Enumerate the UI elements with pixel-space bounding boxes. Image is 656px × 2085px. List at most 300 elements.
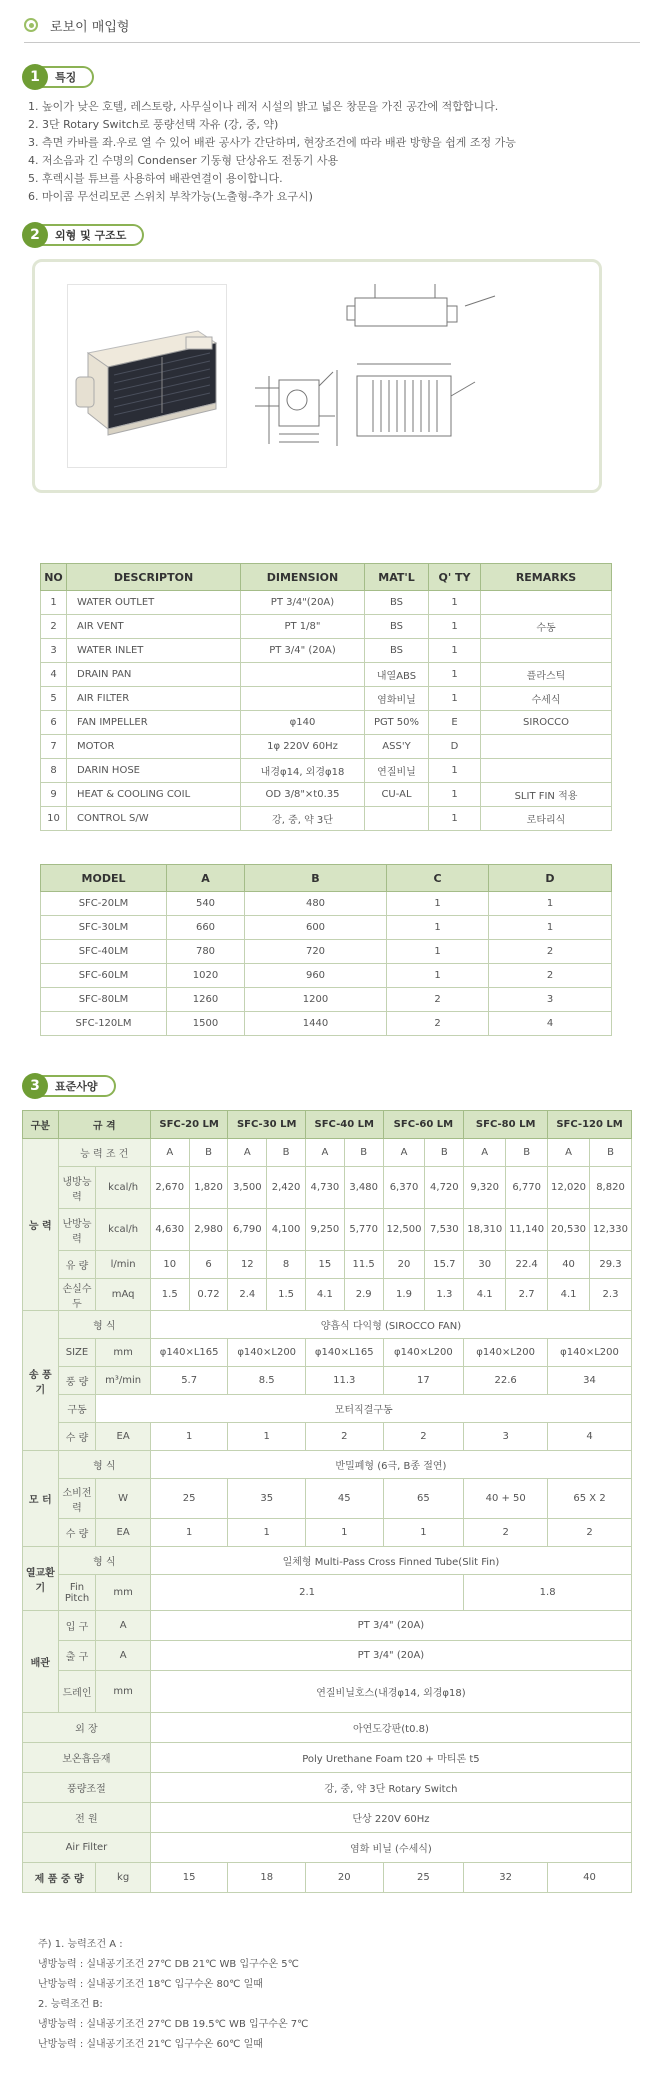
table-cell (241, 663, 365, 687)
table-row (41, 916, 612, 940)
table-cell: PT 3/4" (20A) (150, 1641, 631, 1671)
table-cell: 3 (41, 639, 67, 663)
table-cell: 1440 (245, 1012, 387, 1036)
table-row (41, 964, 612, 988)
section-label: 표준사양 (35, 1075, 116, 1097)
note-line: 난방능력 : 실내공기조건 21℃ 입구수온 60℃ 일때 (38, 2039, 263, 2050)
table-row (23, 1641, 632, 1671)
table-cell: 4.1 (464, 1279, 506, 1311)
table-cell: A (548, 1139, 590, 1167)
spec-label: 구동 (58, 1395, 96, 1423)
parts-table-body (41, 591, 612, 831)
table-cell: A (464, 1139, 506, 1167)
table-cell: 4 (489, 1012, 612, 1036)
unit-label: mm (96, 1671, 151, 1713)
table-cell: 6,370 (383, 1167, 425, 1209)
table-cell: 30 (464, 1251, 506, 1279)
fan-coil-unit-icon (68, 285, 226, 467)
table-cell: φ140×L165 (305, 1339, 383, 1367)
table-cell: 1 (150, 1519, 228, 1547)
product-photo (67, 284, 227, 468)
table-cell: 12,500 (383, 1209, 425, 1251)
table-cell: 25 (150, 1479, 228, 1519)
table-row (41, 711, 612, 735)
unit-label: mm (96, 1339, 151, 1367)
table-cell: HEAT & COOLING COIL (67, 783, 241, 807)
table-cell: 1.8 (464, 1575, 632, 1611)
unit-label: m³/min (96, 1367, 151, 1395)
table-cell: B (425, 1139, 464, 1167)
table-cell: 11,140 (506, 1209, 548, 1251)
table-cell: AIR VENT (67, 615, 241, 639)
table-row (23, 1479, 632, 1519)
table-cell: PGT 50% (365, 711, 429, 735)
column-header: DESCRIPTON (67, 564, 241, 591)
section-number: 2 (22, 222, 48, 248)
table-cell: SFC-40LM (41, 940, 167, 964)
table-cell: 1 (429, 615, 481, 639)
product-diagram-panel (32, 259, 602, 493)
spec-label: 난방능력 (58, 1209, 96, 1251)
table-cell: 수세식 (481, 687, 612, 711)
table-cell: 1 (387, 916, 489, 940)
table-cell: φ140 (241, 711, 365, 735)
table-cell: 2,670 (150, 1167, 189, 1209)
spec-label: 유 량 (58, 1251, 96, 1279)
group-label: 송 풍 기 (23, 1311, 59, 1451)
table-cell: 1 (383, 1519, 464, 1547)
spec-label: 냉방능력 (58, 1167, 96, 1209)
table-row (23, 1395, 632, 1423)
table-cell: 1 (489, 892, 612, 916)
table-cell: φ140×L200 (548, 1339, 632, 1367)
table-cell: 17 (383, 1367, 464, 1395)
table-cell: 4,720 (425, 1167, 464, 1209)
table-cell: 1 (387, 892, 489, 916)
spec-label: 풍 량 (58, 1367, 96, 1395)
table-cell: 1 (429, 759, 481, 783)
table-cell: 18,310 (464, 1209, 506, 1251)
page-title: 로보이 매입형 (50, 19, 130, 35)
table-cell: 강, 중, 약 3단 Rotary Switch (150, 1773, 631, 1803)
table-cell: 1.5 (267, 1279, 306, 1311)
table-row (23, 1339, 632, 1367)
table-cell: SFC-30LM (41, 916, 167, 940)
table-cell: B (344, 1139, 383, 1167)
table-row (23, 1803, 632, 1833)
column-header: MAT'L (365, 564, 429, 591)
table-cell: Poly Urethane Foam t20 + 마티론 t5 (150, 1743, 631, 1773)
table-row (23, 1423, 632, 1451)
parts-table (40, 563, 612, 831)
table-cell: 단상 220V 60Hz (150, 1803, 631, 1833)
unit-label: A (96, 1641, 151, 1671)
table-cell: 1,820 (189, 1167, 228, 1209)
group-label: 배관 (23, 1611, 59, 1713)
table-row (23, 1773, 632, 1803)
table-cell: BS (365, 591, 429, 615)
spec-label: 풍량조절 (23, 1773, 151, 1803)
table-cell (481, 591, 612, 615)
feature-item: 6. 마이콤 무선리모콘 스위치 부착가능(노출형-추가 요구시) (28, 190, 313, 203)
table-row (23, 1311, 632, 1339)
table-row (41, 783, 612, 807)
table-cell: 1 (489, 916, 612, 940)
spec-label: 수 량 (58, 1519, 96, 1547)
table-cell: 20,530 (548, 1209, 590, 1251)
table-cell: 2.4 (228, 1279, 267, 1311)
table-cell: SIROCCO (481, 711, 612, 735)
table-cell: 12,020 (548, 1167, 590, 1209)
table-cell: 11.3 (305, 1367, 383, 1395)
table-cell: SLIT FIN 적용 (481, 783, 612, 807)
bullet-circle-icon (24, 18, 38, 32)
model-header: SFC-80 LM (464, 1111, 548, 1139)
column-header: D (489, 865, 612, 892)
table-cell: 1 (228, 1423, 306, 1451)
table-cell: 양흡식 다익형 (SIROCCO FAN) (150, 1311, 631, 1339)
table-cell (365, 807, 429, 831)
column-header: B (245, 865, 387, 892)
table-cell: 6,790 (228, 1209, 267, 1251)
table-row (23, 1863, 632, 1893)
table-cell: A (305, 1139, 344, 1167)
table-row (41, 892, 612, 916)
table-row (23, 1167, 632, 1209)
table-cell: 2 (383, 1423, 464, 1451)
table-cell: 수동 (481, 615, 612, 639)
table-cell: ASS'Y (365, 735, 429, 759)
table-cell: DARIN HOSE (67, 759, 241, 783)
table-cell: 18 (228, 1863, 306, 1893)
table-cell: 1 (429, 807, 481, 831)
unit-label: kcal/h (96, 1209, 151, 1251)
table-cell: 염화비닐 (365, 687, 429, 711)
section-number: 3 (22, 1073, 48, 1099)
unit-label: l/min (96, 1251, 151, 1279)
table-cell: 6 (189, 1251, 228, 1279)
spec-label: 형 식 (58, 1311, 150, 1339)
table-cell: SFC-120LM (41, 1012, 167, 1036)
table-cell (481, 759, 612, 783)
feature-item: 3. 측면 카바를 좌.우로 열 수 있어 배관 공사가 간단하며, 현장조건에 따라 배관 방향을 쉽게 조정 가능 (28, 136, 516, 149)
table-cell: 6,770 (506, 1167, 548, 1209)
table-cell: 10 (41, 807, 67, 831)
table-cell: 3 (489, 988, 612, 1012)
column-header: C (387, 865, 489, 892)
table-cell: 29.3 (590, 1251, 632, 1279)
group-header: 구분 (23, 1111, 59, 1139)
table-cell: 1.3 (425, 1279, 464, 1311)
table-cell: 40 + 50 (464, 1479, 548, 1519)
table-cell: 15 (150, 1863, 228, 1893)
table-row (23, 1743, 632, 1773)
table-cell: B (506, 1139, 548, 1167)
table-row (23, 1713, 632, 1743)
table-row (23, 1139, 632, 1167)
table-row (41, 1012, 612, 1036)
unit-label: EA (96, 1423, 151, 1451)
table-cell: BS (365, 639, 429, 663)
spec-label: 형 식 (58, 1451, 150, 1479)
table-row (41, 940, 612, 964)
table-cell: 3,500 (228, 1167, 267, 1209)
table-cell: SFC-60LM (41, 964, 167, 988)
table-cell: 2.3 (590, 1279, 632, 1311)
table-cell (481, 639, 612, 663)
table-cell: 780 (167, 940, 245, 964)
table-cell: 2 (387, 988, 489, 1012)
note-line: 난방능력 : 실내공기조건 18℃ 입구수온 80℃ 일때 (38, 1979, 263, 1990)
table-cell: 1 (387, 940, 489, 964)
note-line: 냉방능력 : 실내공기조건 27℃ DB 19.5℃ WB 입구수온 7℃ (38, 2019, 309, 2030)
table-cell: 540 (167, 892, 245, 916)
table-cell: 2 (489, 940, 612, 964)
table-cell: 480 (245, 892, 387, 916)
table-cell: 35 (228, 1479, 306, 1519)
table-cell: 2.7 (506, 1279, 548, 1311)
table-cell: 4.1 (548, 1279, 590, 1311)
table-cell: 600 (245, 916, 387, 940)
feature-list (28, 98, 628, 206)
spec-label: 능 력 조 건 (58, 1139, 150, 1167)
column-header: Q' TY (429, 564, 481, 591)
table-row (23, 1611, 632, 1641)
table-cell: 15.7 (425, 1251, 464, 1279)
table-row (23, 1547, 632, 1575)
model-header: SFC-40 LM (305, 1111, 383, 1139)
table-cell: 2 (464, 1519, 548, 1547)
table-cell: CU-AL (365, 783, 429, 807)
table-cell: 4,630 (150, 1209, 189, 1251)
table-cell: A (150, 1139, 189, 1167)
table-cell: WATER INLET (67, 639, 241, 663)
table-cell: 8 (267, 1251, 306, 1279)
table-row (23, 1209, 632, 1251)
section-label: 특징 (35, 66, 94, 88)
model-header: SFC-120 LM (548, 1111, 632, 1139)
feature-item: 5. 후렉시블 튜브를 사용하여 배관연결이 용이합니다. (28, 172, 283, 185)
table-cell: 4 (41, 663, 67, 687)
table-cell: PT 3/4" (20A) (150, 1611, 631, 1641)
table-cell: 모터직결구동 (96, 1395, 632, 1423)
spec-label: 입 구 (58, 1611, 96, 1641)
table-cell: 2 (41, 615, 67, 639)
table-cell: 32 (464, 1863, 548, 1893)
parts-header-row (41, 564, 612, 591)
table-cell: 2,980 (189, 1209, 228, 1251)
table-cell: 3,480 (344, 1167, 383, 1209)
table-cell: MOTOR (67, 735, 241, 759)
section-label: 외형 및 구조도 (35, 224, 144, 246)
table-row (41, 735, 612, 759)
unit-label: A (96, 1611, 151, 1641)
group-label: 능 력 (23, 1139, 59, 1311)
feature-item: 4. 저소음과 긴 수명의 Condenser 기동형 단상유도 전동기 사용 (28, 154, 339, 167)
table-cell: 25 (383, 1863, 464, 1893)
table-cell: 플라스틱 (481, 663, 612, 687)
unit-label: kg (96, 1863, 151, 1893)
table-cell: 11.5 (344, 1251, 383, 1279)
table-cell: 2.1 (150, 1575, 463, 1611)
table-cell: SFC-80LM (41, 988, 167, 1012)
table-cell: E (429, 711, 481, 735)
spec-label: SIZE (58, 1339, 96, 1367)
model-header: SFC-60 LM (383, 1111, 464, 1139)
section-header-spec (22, 1073, 116, 1099)
unit-label: W (96, 1479, 151, 1519)
table-cell: 40 (548, 1251, 590, 1279)
table-cell: 0.72 (189, 1279, 228, 1311)
column-header: MODEL (41, 865, 167, 892)
spec-label: 출 구 (58, 1641, 96, 1671)
table-cell: 2,420 (267, 1167, 306, 1209)
table-cell: PT 3/4" (20A) (241, 639, 365, 663)
table-cell: 4.1 (305, 1279, 344, 1311)
table-cell: WATER OUTLET (67, 591, 241, 615)
table-row (41, 759, 612, 783)
spec-notes (38, 1935, 638, 2055)
spec-label: 손실수두 (58, 1279, 96, 1311)
spec-label: 드레인 (58, 1671, 96, 1713)
table-cell: 1 (429, 783, 481, 807)
table-cell: 8 (41, 759, 67, 783)
page-header (24, 14, 129, 36)
table-row (23, 1279, 632, 1311)
spec-label: 보온흡음재 (23, 1743, 151, 1773)
table-cell: 반밀폐형 (6극, B종 절연) (150, 1451, 631, 1479)
spec-label: Fin Pitch (58, 1575, 96, 1611)
table-cell: 15 (305, 1251, 344, 1279)
table-cell: AIR FILTER (67, 687, 241, 711)
section-header-structure (22, 222, 144, 248)
table-cell: φ140×L200 (228, 1339, 306, 1367)
table-cell: 9,320 (464, 1167, 506, 1209)
table-cell: 5,770 (344, 1209, 383, 1251)
table-cell: FAN IMPELLER (67, 711, 241, 735)
table-cell: 1020 (167, 964, 245, 988)
table-row (23, 1251, 632, 1279)
table-cell: OD 3/8"×t0.35 (241, 783, 365, 807)
table-cell: BS (365, 615, 429, 639)
note-line: 주) 1. 능력조건 A : (38, 1939, 123, 1950)
column-header: REMARKS (481, 564, 612, 591)
table-cell: 연질비닐호스(내경φ14, 외경φ18) (150, 1671, 631, 1713)
table-cell: 로타리식 (481, 807, 612, 831)
table-row (23, 1833, 632, 1863)
title-divider (24, 42, 640, 43)
feature-item: 1. 높이가 낮은 호텔, 레스토랑, 사무실이나 레저 시설의 밝고 넓은 창문을 가진 공간에 적합합니다. (28, 100, 499, 113)
column-header: NO (41, 564, 67, 591)
spec-header-row (23, 1111, 632, 1139)
table-row (41, 591, 612, 615)
table-cell: 2 (387, 1012, 489, 1036)
model-table-body (41, 892, 612, 1036)
table-row (23, 1519, 632, 1547)
table-cell: 2 (305, 1423, 383, 1451)
table-cell: 7,530 (425, 1209, 464, 1251)
spec-label: 제 품 중 량 (23, 1863, 96, 1893)
table-cell: 1 (305, 1519, 383, 1547)
column-header: A (167, 865, 245, 892)
table-cell: 22.4 (506, 1251, 548, 1279)
table-row (41, 615, 612, 639)
table-cell: 660 (167, 916, 245, 940)
table-row (23, 1451, 632, 1479)
table-cell: φ140×L165 (150, 1339, 228, 1367)
spec-label: 전 원 (23, 1803, 151, 1833)
unit-label: kcal/h (96, 1167, 151, 1209)
note-line: 2. 능력조건 B: (38, 1999, 103, 2010)
table-cell: 20 (305, 1863, 383, 1893)
table-cell: 12 (228, 1251, 267, 1279)
model-header-row (41, 865, 612, 892)
table-cell: 34 (548, 1367, 632, 1395)
table-cell: 65 X 2 (548, 1479, 632, 1519)
spec-label: 외 장 (23, 1713, 151, 1743)
table-cell: 1200 (245, 988, 387, 1012)
table-cell: 40 (548, 1863, 632, 1893)
table-cell: 6 (41, 711, 67, 735)
table-cell: 염화 비닐 (수세식) (150, 1833, 631, 1863)
table-cell: 2 (489, 964, 612, 988)
table-cell: B (590, 1139, 632, 1167)
table-cell: φ140×L200 (383, 1339, 464, 1367)
group-label: 열교환기 (23, 1547, 59, 1611)
table-cell: 1.9 (383, 1279, 425, 1311)
table-cell: 9,250 (305, 1209, 344, 1251)
table-row (41, 687, 612, 711)
table-cell: 1 (429, 663, 481, 687)
table-cell: A (383, 1139, 425, 1167)
table-cell: 일체형 Multi-Pass Cross Finned Tube(Slit Fin) (150, 1547, 631, 1575)
unit-label: mm (96, 1575, 151, 1611)
table-cell: 1500 (167, 1012, 245, 1036)
column-header: DIMENSION (241, 564, 365, 591)
table-cell: 4,100 (267, 1209, 306, 1251)
table-cell: 3 (464, 1423, 548, 1451)
model-header: SFC-30 LM (228, 1111, 306, 1139)
table-cell: 2.9 (344, 1279, 383, 1311)
table-cell: B (267, 1139, 306, 1167)
table-cell: 22.6 (464, 1367, 548, 1395)
table-cell: 960 (245, 964, 387, 988)
section-header-features (22, 64, 94, 90)
table-cell: 5 (41, 687, 67, 711)
table-cell: 1 (41, 591, 67, 615)
table-cell: 9 (41, 783, 67, 807)
table-cell: 8.5 (228, 1367, 306, 1395)
spec-table (22, 1110, 632, 1893)
table-cell: SFC-20LM (41, 892, 167, 916)
table-cell: 내경φ14, 외경φ18 (241, 759, 365, 783)
table-cell: 강, 중, 약 3단 (241, 807, 365, 831)
table-cell: CONTROL S/W (67, 807, 241, 831)
section-number: 1 (22, 64, 48, 90)
table-row (23, 1575, 632, 1611)
spec-label: 수 량 (58, 1423, 96, 1451)
table-cell: 65 (383, 1479, 464, 1519)
group-label: 모 터 (23, 1451, 59, 1547)
table-row (41, 988, 612, 1012)
spec-label: 소비전력 (58, 1479, 96, 1519)
structure-drawing-icon (225, 276, 597, 476)
spec-label: Air Filter (23, 1833, 151, 1863)
table-cell: 4,730 (305, 1167, 344, 1209)
table-cell: 1.5 (150, 1279, 189, 1311)
table-cell: 12,330 (590, 1209, 632, 1251)
feature-item: 2. 3단 Rotary Switch로 풍량선택 자유 (강, 중, 약) (28, 118, 279, 131)
